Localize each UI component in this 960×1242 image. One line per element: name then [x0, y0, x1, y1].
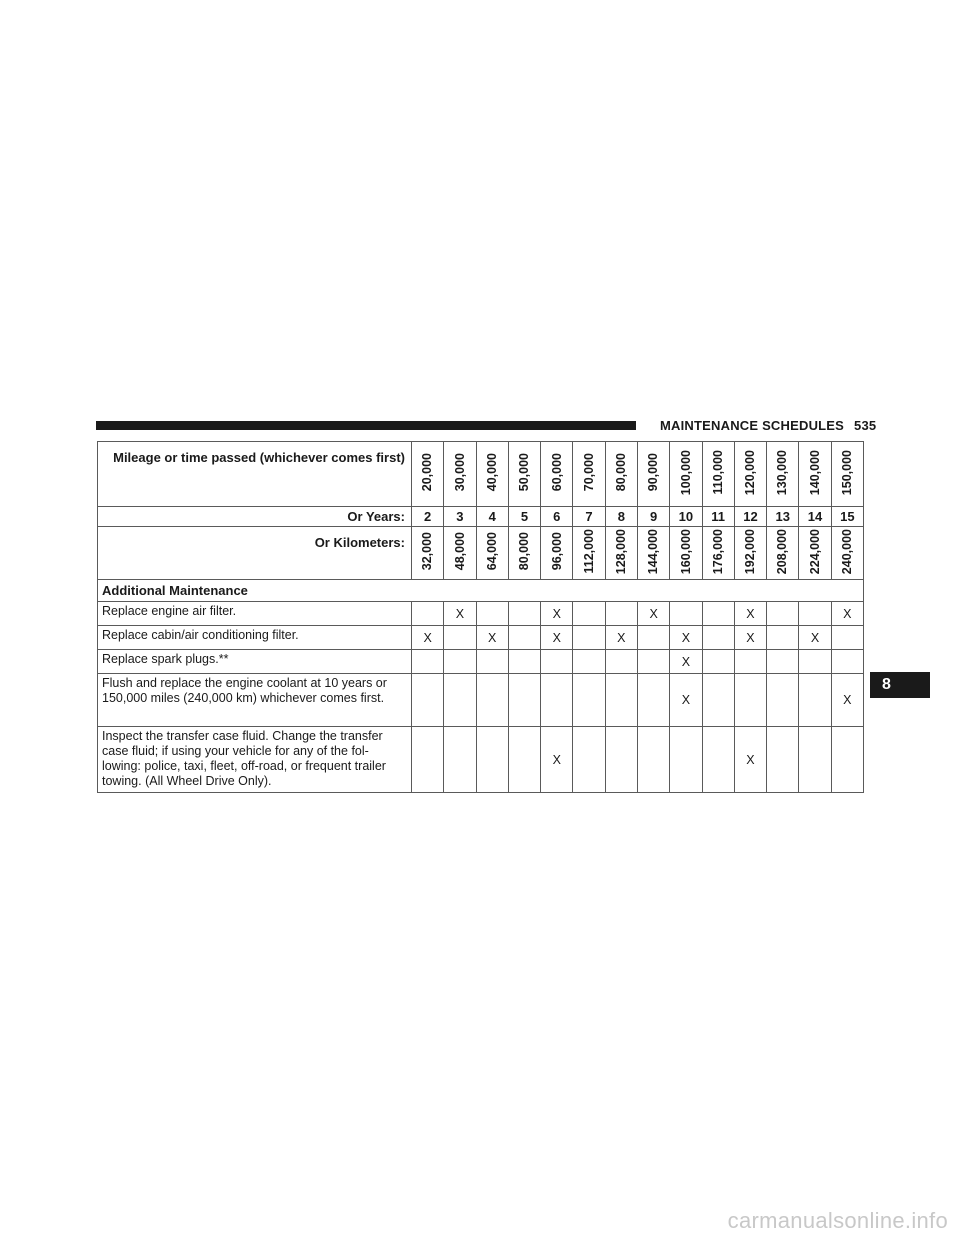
years-value: 10 [670, 507, 702, 527]
task-description: Replace engine air filter. [98, 602, 412, 626]
schedule-mark [702, 674, 734, 727]
schedule-mark [541, 650, 573, 674]
mileage-value: 110,000 [710, 450, 725, 495]
schedule-mark: X [734, 602, 766, 626]
mileage-value: 50,000 [517, 453, 532, 492]
schedule-mark [831, 626, 863, 650]
kilometers-value: 64,000 [484, 532, 499, 571]
schedule-mark [476, 727, 508, 793]
schedule-mark [508, 626, 540, 650]
schedule-mark [799, 674, 831, 727]
kilometers-cell [573, 527, 605, 580]
mileage-cell [670, 442, 702, 507]
mileage-value: 100,000 [678, 449, 693, 496]
schedule-mark [702, 626, 734, 650]
table-row [98, 602, 864, 626]
years-value: 2 [412, 507, 444, 527]
schedule-mark: X [670, 674, 702, 727]
mileage-cell [541, 442, 573, 507]
years-row [98, 507, 864, 527]
years-label: Or Years: [98, 507, 412, 527]
mileage-cell [444, 442, 476, 507]
kilometers-cell [444, 527, 476, 580]
kilometers-cell [799, 527, 831, 580]
schedule-mark [508, 674, 540, 727]
schedule-mark [767, 650, 799, 674]
kilometers-cell [541, 527, 573, 580]
schedule-mark [831, 650, 863, 674]
mileage-value: 150,000 [840, 449, 855, 496]
schedule-mark [637, 727, 669, 793]
schedule-mark: X [541, 727, 573, 793]
schedule-mark [702, 650, 734, 674]
kilometers-cell [605, 527, 637, 580]
schedule-mark [637, 674, 669, 727]
mileage-cell [476, 442, 508, 507]
schedule-mark [412, 650, 444, 674]
mileage-value: 140,000 [807, 449, 822, 496]
years-value: 6 [541, 507, 573, 527]
kilometers-value: 176,000 [710, 528, 725, 575]
schedule-mark: X [734, 727, 766, 793]
years-value: 11 [702, 507, 734, 527]
mileage-cell [702, 442, 734, 507]
schedule-mark [831, 727, 863, 793]
schedule-mark [573, 626, 605, 650]
schedule-mark [605, 650, 637, 674]
section-row [98, 580, 864, 602]
task-description: Replace cabin/air conditioning filter. [98, 626, 412, 650]
section-heading: Additional Maintenance [98, 580, 864, 602]
kilometers-cell [637, 527, 669, 580]
kilometers-value: 192,000 [743, 528, 758, 575]
years-value: 7 [573, 507, 605, 527]
years-value: 3 [444, 507, 476, 527]
years-value: 14 [799, 507, 831, 527]
schedule-mark [508, 650, 540, 674]
schedule-mark [702, 727, 734, 793]
mileage-cell [831, 442, 863, 507]
kilometers-value: 48,000 [452, 532, 467, 571]
mileage-cell [605, 442, 637, 507]
schedule-mark [670, 727, 702, 793]
schedule-mark [799, 602, 831, 626]
schedule-mark: X [412, 626, 444, 650]
kilometers-value: 32,000 [420, 532, 435, 571]
kilometers-value: 80,000 [517, 532, 532, 571]
schedule-mark [767, 626, 799, 650]
task-description: Flush and replace the engine coolant at 10 years or 150,000 miles (240,000 km) whichever comes first. [98, 674, 412, 727]
schedule-mark [799, 727, 831, 793]
schedule-mark: X [444, 602, 476, 626]
schedule-mark [767, 602, 799, 626]
kilometers-value: 160,000 [678, 528, 693, 575]
schedule-mark [573, 674, 605, 727]
schedule-mark: X [670, 650, 702, 674]
mileage-cell [637, 442, 669, 507]
kilometers-row [98, 527, 864, 580]
running-header [660, 418, 876, 433]
schedule-mark [444, 674, 476, 727]
schedule-mark [444, 626, 476, 650]
task-description: Replace spark plugs.** [98, 650, 412, 674]
table-row [98, 626, 864, 650]
years-value: 5 [508, 507, 540, 527]
schedule-mark [573, 727, 605, 793]
kilometers-value: 96,000 [549, 532, 564, 571]
mileage-cell [799, 442, 831, 507]
schedule-mark [444, 727, 476, 793]
mileage-value: 30,000 [452, 453, 467, 492]
schedule-mark [799, 650, 831, 674]
schedule-mark [767, 674, 799, 727]
schedule-mark: X [831, 674, 863, 727]
kilometers-value: 144,000 [646, 528, 661, 575]
mileage-value: 60,000 [549, 453, 564, 492]
schedule-mark [541, 674, 573, 727]
maintenance-schedule-table [97, 441, 864, 793]
kilometers-value: 240,000 [840, 528, 855, 575]
mileage-value: 90,000 [646, 453, 661, 492]
schedule-mark [476, 674, 508, 727]
schedule-mark [734, 674, 766, 727]
schedule-mark [767, 727, 799, 793]
years-value: 8 [605, 507, 637, 527]
chapter-tab: 8 [870, 672, 930, 698]
schedule-mark [412, 602, 444, 626]
schedule-mark [605, 674, 637, 727]
kilometers-cell [670, 527, 702, 580]
schedule-mark [573, 650, 605, 674]
mileage-value: 40,000 [484, 453, 499, 492]
kilometers-cell [702, 527, 734, 580]
kilometers-value: 208,000 [775, 528, 790, 575]
mileage-cell [412, 442, 444, 507]
mileage-cell [767, 442, 799, 507]
schedule-mark: X [799, 626, 831, 650]
years-value: 9 [637, 507, 669, 527]
schedule-mark [605, 602, 637, 626]
mileage-label: Mileage or time passed (whichever comes first) [98, 442, 412, 507]
header-rule [96, 421, 636, 430]
kilometers-cell [734, 527, 766, 580]
years-value: 12 [734, 507, 766, 527]
kilometers-cell [831, 527, 863, 580]
schedule-mark [476, 602, 508, 626]
schedule-mark [412, 674, 444, 727]
kilometers-cell [412, 527, 444, 580]
mileage-value: 80,000 [614, 453, 629, 492]
schedule-mark: X [541, 602, 573, 626]
mileage-value: 70,000 [581, 453, 596, 492]
watermark: carmanualsonline.info [727, 1208, 948, 1233]
schedule-mark [412, 727, 444, 793]
table-row [98, 650, 864, 674]
schedule-mark [508, 727, 540, 793]
schedule-mark [573, 602, 605, 626]
years-value: 13 [767, 507, 799, 527]
table-row [98, 674, 864, 727]
schedule-mark: X [637, 602, 669, 626]
mileage-cell [508, 442, 540, 507]
schedule-mark [637, 650, 669, 674]
schedule-mark [476, 650, 508, 674]
schedule-mark [670, 602, 702, 626]
schedule-mark [637, 626, 669, 650]
kilometers-cell [508, 527, 540, 580]
schedule-mark [605, 727, 637, 793]
schedule-mark: X [605, 626, 637, 650]
kilometers-cell [476, 527, 508, 580]
km-label: Or Kilometers: [98, 527, 412, 580]
kilometers-value: 128,000 [614, 528, 629, 575]
schedule-mark: X [541, 626, 573, 650]
kilometers-cell [767, 527, 799, 580]
years-value: 15 [831, 507, 863, 527]
years-value: 4 [476, 507, 508, 527]
section-title: MAINTENANCE SCHEDULES [660, 418, 845, 433]
table-row [98, 727, 864, 793]
mileage-value: 130,000 [775, 449, 790, 496]
schedule-mark [508, 602, 540, 626]
kilometers-value: 112,000 [581, 529, 596, 574]
schedule-mark: X [831, 602, 863, 626]
mileage-cell [573, 442, 605, 507]
schedule-mark: X [476, 626, 508, 650]
mileage-value: 20,000 [420, 453, 435, 492]
schedule-mark: X [670, 626, 702, 650]
schedule-mark: X [734, 626, 766, 650]
page-number: 535 [854, 418, 877, 433]
schedule-mark [444, 650, 476, 674]
schedule-mark [734, 650, 766, 674]
kilometers-value: 224,000 [807, 528, 822, 575]
mileage-row [98, 442, 864, 507]
task-description: Inspect the transfer case fluid. Change the transfer case fluid; if using your vehicle for any of the fol-lowing: police, taxi, fleet, off-road, or frequent trailer towing. (All Wheel Drive Only). [98, 727, 412, 793]
mileage-cell [734, 442, 766, 507]
mileage-value: 120,000 [743, 449, 758, 496]
schedule-mark [702, 602, 734, 626]
